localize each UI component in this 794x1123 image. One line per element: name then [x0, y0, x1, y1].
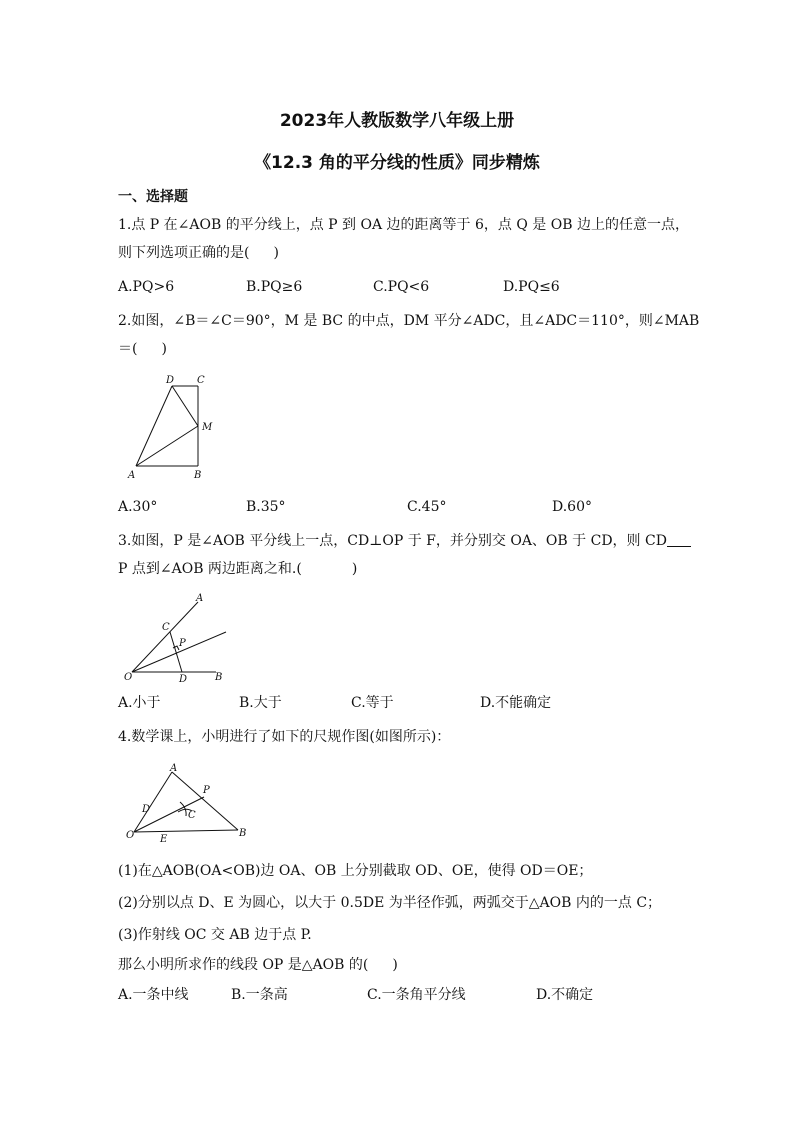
question-3-text-cont: P 点到∠AOB 两边距离之和.( )	[118, 561, 358, 577]
label-P: P	[179, 638, 186, 649]
label-A: A	[128, 470, 136, 481]
label-D: D	[166, 375, 175, 386]
question-2-text-cont: ＝( )	[118, 341, 167, 357]
question-2-text: 2.如图，∠B＝∠C＝90°，M 是 BC 的中点，DM 平分∠ADC，且∠ADC＝110°，则∠MAB	[118, 313, 700, 329]
question-1-text-cont: 则下列选项正确的是( )	[118, 245, 279, 261]
question-1-option-d: D.PQ≤6	[503, 279, 560, 295]
label-O: O	[124, 672, 133, 683]
label-M: M	[202, 422, 213, 433]
question-4-option-d: D.不确定	[536, 987, 594, 1003]
question-3-figure	[118, 592, 243, 684]
question-4-option-a: A.一条中线	[118, 987, 189, 1003]
label-B: B	[239, 828, 247, 839]
question-2-option-c: C.45°	[407, 499, 447, 515]
question-4-option-b: B.一条高	[231, 987, 288, 1003]
question-3-option-d: D.不能确定	[480, 695, 552, 711]
label-C: C	[197, 375, 205, 386]
question-4-figure	[120, 760, 255, 845]
label-D: D	[142, 804, 151, 815]
label-P: P	[203, 785, 210, 796]
question-1-option-a: A.PQ>6	[118, 279, 175, 295]
label-O: O	[126, 830, 135, 841]
question-2-option-d: D.60°	[552, 499, 592, 515]
section-heading: 一、选择题	[118, 189, 188, 205]
question-1-option-b: B.PQ≥6	[246, 279, 303, 295]
question-1-option-c: C.PQ<6	[373, 279, 430, 295]
question-3-text: 3.如图，P 是∠AOB 平分线上一点，CD⊥OP 于 F，并分别交 OA、OB 于 CD，则 CD	[118, 532, 691, 550]
document-title: 2023年人教版数学八年级上册	[279, 111, 515, 131]
question-1-text: 1.点 P 在∠AOB 的平分线上，点 P 到 OA 边的距离等于 6，点 Q 是 OB 边上的任意一点，	[118, 217, 689, 233]
question-2-option-a: A.30°	[118, 499, 158, 515]
label-C: C	[162, 622, 170, 633]
question-4-option-c: C.一条角平分线	[367, 987, 466, 1003]
question-4-question: 那么小明所求作的线段 OP 是△AOB 的( )	[118, 957, 398, 973]
question-4-step-3: (3)作射线 OC 交 AB 边于点 P.	[118, 927, 312, 943]
question-2-figure	[122, 370, 222, 485]
label-E: E	[160, 834, 168, 845]
fill-blank	[667, 532, 691, 547]
question-4-step-2: (2)分别以点 D、E 为圆心，以大于 0.5DE 为半径作弧，两弧交于△AOB 内的一点 C；	[118, 895, 662, 911]
label-C: C	[188, 810, 196, 821]
question-4-text: 4.数学课上，小明进行了如下的尺规作图(如图所示)：	[118, 729, 451, 745]
label-A: A	[196, 593, 204, 604]
document-subtitle: 《12.3 角的平分线的性质》同步精炼	[254, 153, 540, 173]
label-D: D	[179, 674, 188, 684]
label-A: A	[170, 763, 178, 774]
question-4-step-1: (1)在△AOB(OA<OB)边 OA、OB 上分别截取 OD、OE，使得 OD＝OE；	[118, 863, 593, 879]
question-2-option-b: B.35°	[246, 499, 286, 515]
label-B: B	[194, 470, 202, 481]
question-3-option-c: C.等于	[351, 695, 394, 711]
question-3-option-a: A.小于	[118, 695, 161, 711]
question-3-option-b: B.大于	[239, 695, 282, 711]
label-B: B	[215, 672, 223, 683]
